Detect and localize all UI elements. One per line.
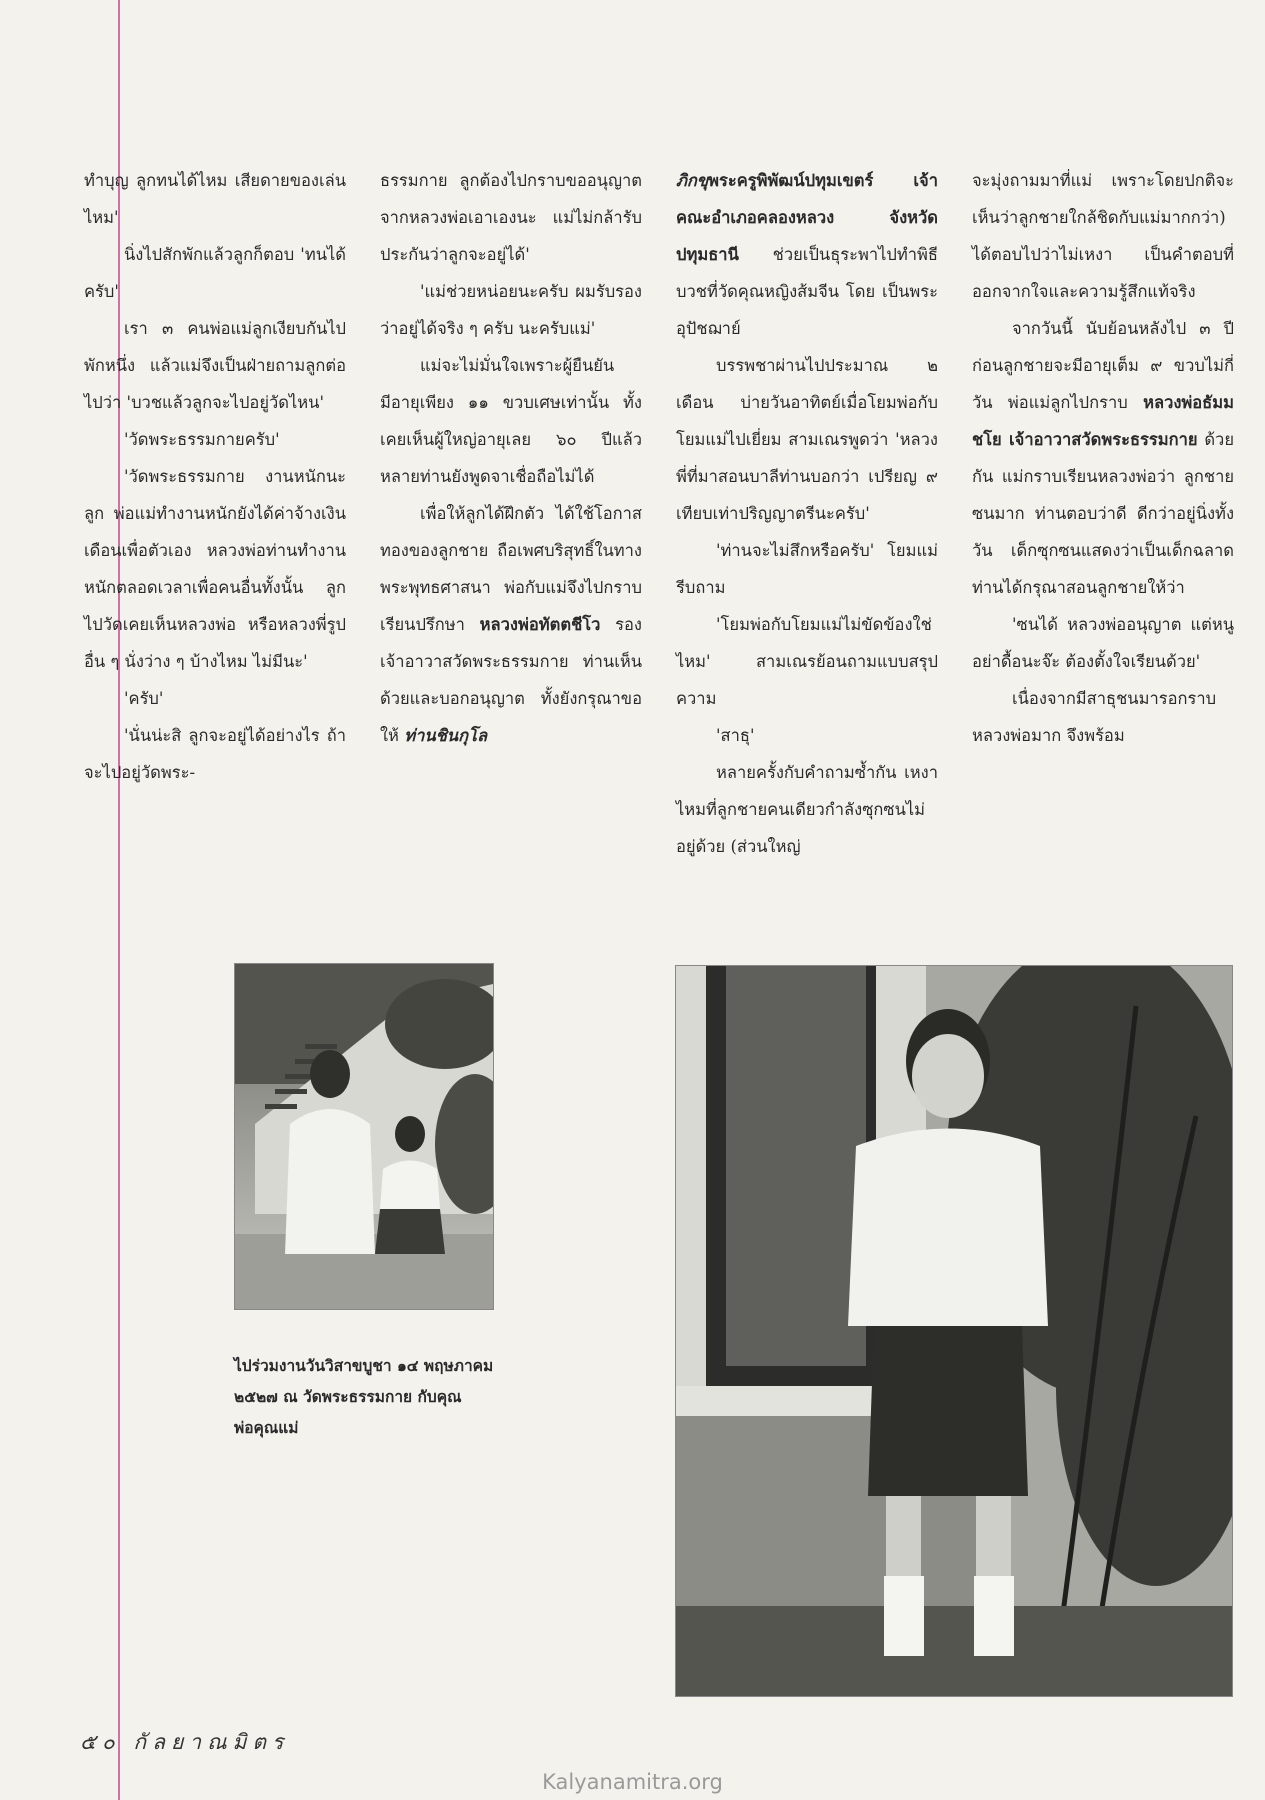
- article-paragraph: [84, 162, 346, 236]
- article-paragraph: [380, 162, 642, 273]
- italic-name: ภิกขุ: [676, 171, 709, 190]
- article-column-3: [676, 162, 938, 865]
- paragraph-text: บรรพชาผ่านไปประมาณ ๒ เดือน บ่ายวันอาทิตย์เมื่อโยมพ่อกับโยมแม่ไปเยี่ยม สามเณรพูดว่า 'หลวงพี่ที่มาสอนบาลีท่านบอกว่า เปรียญ ๙ เทียบเท่าปริญญาตรีนะครับ': [676, 356, 938, 523]
- article-paragraph: [676, 532, 938, 606]
- italic-name: ท่านชินกุโล: [404, 726, 488, 745]
- paragraph-text: 'โยมพ่อกับโยมแม่ไม่ขัดข้องใช่ไหม' สามเณรย้อนถามแบบสรุปความ: [676, 615, 938, 708]
- article-paragraph: [84, 310, 346, 421]
- article-paragraph: [84, 421, 346, 458]
- paragraph-text: นิ่งไปสักพักแล้วลูกก็ตอบ 'ทนได้ครับ': [84, 245, 346, 301]
- paragraph-text: เรา ๓ คนพ่อแม่ลูกเงียบกันไปพักหนึ่ง แล้วแม่จึงเป็นฝ่ายถามลูกต่อไปว่า 'บวชแล้วลูกจะไปอยู่วัดไหน': [84, 319, 346, 412]
- paragraph-text: 'วัดพระธรรมกาย งานหนักนะลูก พ่อแม่ทำงานหนักยังได้ค่าจ้างเงินเดือนเพื่อตัวเอง หลวงพ่อท่านทำงานหนักตลอดเวลาเพื่อคนอื่นทั้งนั้น ลูกไปวัดเคยเห็นหลวงพ่อ หรือหลวงพี่รูปอื่น ๆ นั่งว่าง ๆ บ้างไหม ไม่มีนะ': [84, 467, 346, 671]
- paragraph-text: จะมุ่งถามมาที่แม่ เพราะโดยปกติจะเห็นว่าลูกชายใกล้ชิดกับแม่มากกว่า) ได้ตอบไปว่าไม่เหงา เป็นคำตอบที่ออกจากใจและความรู้สึกแท้จริง: [972, 171, 1234, 301]
- paragraph-text: 'ท่านจะไม่สึกหรือครับ' โยมแม่รีบถาม: [676, 541, 938, 597]
- bold-name: หลวงพ่อทัตตชีโว: [479, 615, 601, 634]
- article-paragraph: [84, 717, 346, 791]
- paragraph-text: หลายครั้งกับคำถามซ้ำกัน เหงาไหมที่ลูกชายคนเดียวกำลังซุกซนไม่อยู่ด้วย (ส่วนใหญ่: [676, 763, 938, 856]
- article-column-4: [972, 162, 1234, 754]
- paragraph-text: รองเจ้าอาวาสวัดพระธรรมกาย ท่านเห็นด้วยและบอกอนุญาต ทั้งยังกรุณาขอให้: [380, 615, 642, 745]
- photo-boy-standing: [675, 965, 1233, 1697]
- paragraph-text: 'ครับ': [124, 689, 164, 708]
- article-paragraph: [676, 347, 938, 532]
- article-paragraph: [380, 273, 642, 347]
- article-paragraph: [676, 754, 938, 865]
- article-paragraph: [972, 310, 1234, 606]
- article-paragraph: [84, 458, 346, 680]
- paragraph-text: 'ซนได้ หลวงพ่ออนุญาต แต่หนูอย่าดื้อนะจ๊ะ ต้องตั้งใจเรียนด้วย': [972, 615, 1234, 671]
- article-paragraph: [380, 495, 642, 754]
- paragraph-text: จากวันนี้ นับย้อนหลังไป ๓ ปี ก่อนลูกชายจะมีอายุเต็ม ๙ ขวบไม่กี่วัน พ่อแม่ลูกไปกราบ: [972, 319, 1234, 412]
- article-paragraph: [676, 162, 938, 347]
- article-paragraph: [380, 347, 642, 495]
- paragraph-text: ด้วยกัน แม่กราบเรียนหลวงพ่อว่า ลูกชายซนมาก ท่านตอบว่าดี ดีกว่าอยู่นิ่งทั้งวัน เด็กซุกซนแสดงว่าเป็นเด็กฉลาด ท่านได้กรุณาสอนลูกชายให้ว่า: [972, 430, 1234, 597]
- article-column-2: [380, 162, 642, 754]
- paragraph-text: 'วัดพระธรรมกายครับ': [124, 430, 280, 449]
- article-paragraph: [972, 606, 1234, 680]
- bold-name: พระครูพิพัฒน์ปทุมเขตร์ เจ้าคณะอำเภอคลองหลวง จังหวัดปทุมธานี: [676, 171, 938, 264]
- paragraph-text: เพื่อให้ลูกได้ฝึกตัว ได้ใช้โอกาสทองของลูกชาย ถือเพศบริสุทธิ์ในทางพระพุทธศาสนา พ่อกับแม่จึงไปกราบเรียนปรึกษา: [380, 504, 642, 634]
- paragraph-text: 'แม่ช่วยหน่อยนะครับ ผมรับรองว่าอยู่ได้จริง ๆ ครับ นะครับแม่': [380, 282, 642, 338]
- article-paragraph: [84, 680, 346, 717]
- article-paragraph: [676, 717, 938, 754]
- paragraph-text: เนื่องจากมีสาธุชนมารอกราบหลวงพ่อมาก จึงพร้อม: [972, 689, 1217, 745]
- paragraph-text: ทำบุญ ลูกทนได้ไหม เสียดายของเล่นไหม': [84, 171, 346, 227]
- paragraph-text: ช่วยเป็นธุระพาไปทำพิธีบวชที่วัดคุณหญิงส้มจีน โดย: [676, 245, 938, 301]
- article-column-1: [84, 162, 346, 791]
- bold-name: หลวงพ่อธัมมชโย เจ้าอาวาสวัดพระธรรมกาย: [972, 393, 1234, 449]
- photo-caption: ไปร่วมงานวันวิสาขบูชา ๑๔ พฤษภาคม ๒๕๒๗ ณ วัดพระธรรมกาย กับคุณพ่อคุณแม่: [234, 1356, 494, 1437]
- article-paragraph: [84, 236, 346, 310]
- article-columns: [84, 162, 1232, 922]
- paragraph-text: แม่จะไม่มั่นใจเพราะผู้ยืนยันมีอายุเพียง ๑๑ ขวบเศษเท่านั้น ทั้งเคยเห็นผู้ใหญ่อายุเลย ๖๐ ปีแล้ว หลายท่านยังพูดจาเชื่อถือไม่ได้: [380, 356, 642, 486]
- paragraph-text: ธรรมกาย ลูกต้องไปกราบขออนุญาตจากหลวงพ่อเอาเองนะ แม่ไม่กล้ารับประกันว่าลูกจะอยู่ได้': [380, 171, 642, 264]
- photo-mother-and-son: [234, 963, 494, 1310]
- article-paragraph: [676, 606, 938, 717]
- paragraph-text: เป็นพระอุปัชฌาย์: [676, 282, 938, 338]
- article-paragraph: [972, 162, 1234, 310]
- paragraph-text: 'นั่นน่ะสิ ลูกจะอยู่ได้อย่างไร ถ้าจะไปอยู่วัดพระ-: [84, 726, 346, 782]
- paragraph-text: 'สาธุ': [716, 726, 755, 745]
- article-paragraph: [972, 680, 1234, 754]
- watermark: Kalyanamitra.org: [542, 1770, 723, 1794]
- page-footer: ๕๐ กัลยาณมิตร: [80, 1730, 290, 1754]
